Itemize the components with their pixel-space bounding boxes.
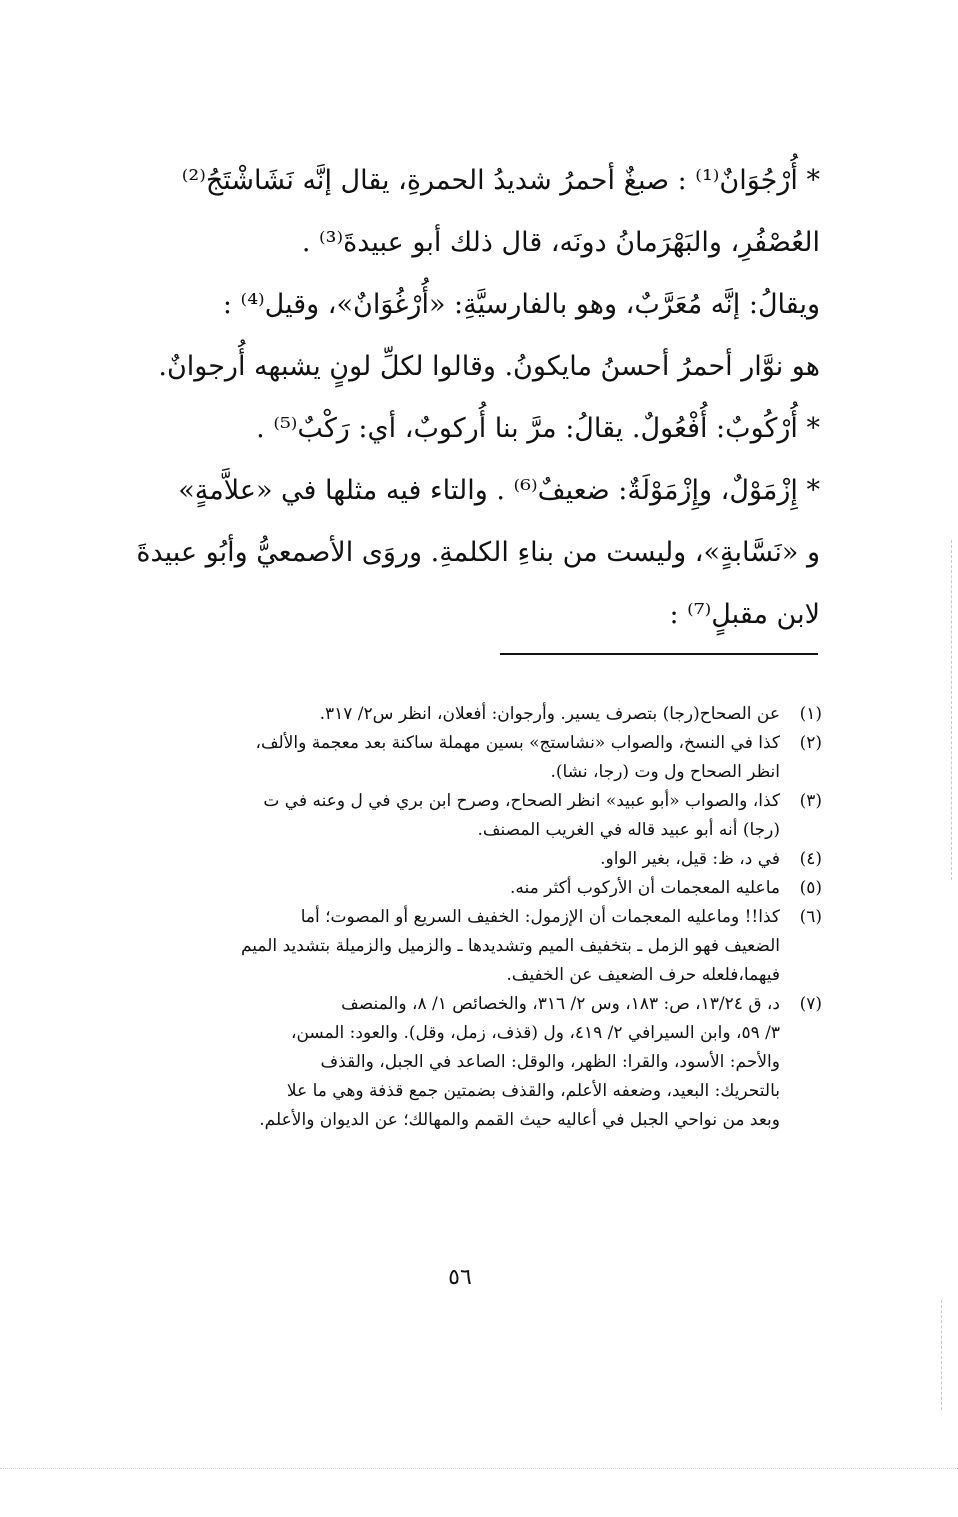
footnote-line: عن الصحاح(رجا) بتصرف يسير. وأرجوان: أفعلان، انظر س٢/ ٣١٧. [319, 704, 780, 724]
footnote-text [100, 845, 780, 874]
paragraph-izmawl [100, 460, 820, 646]
footnote-5 [100, 874, 822, 903]
footnote-4 [100, 845, 822, 874]
footnote-line: كذا، والصواب «أبو عبيد» انظر الصحاح، وصرح ابن بري في ل وعنه في ت [263, 791, 780, 811]
footnote-7 [100, 990, 822, 1135]
footnote-number: (٢) [799, 733, 822, 753]
footnote-line: وبعد من نواحي الجبل في أعاليه حيث القمم والمهالك؛ عن الديوان والأعلم. [259, 1110, 780, 1130]
footnote-line: كذا في النسخ، والصواب «نشاستج» بسين مهملة ساكنة بعد معجمة والألف، [255, 733, 780, 753]
footnote-line: فيهما،فلعله حرف الضعيف عن الخفيف. [506, 965, 780, 985]
text-line: و «نَسَّابةٍ»، وليست من بناءِ الكلمةِ. وروَى الأصمعيُّ وأبُو عبيدةَ [136, 537, 820, 568]
footnote-text [100, 903, 780, 990]
footnote-line: انظر الصحاح ول وت (رجا، نشا). [550, 762, 780, 782]
footnote-number: (٣) [799, 791, 822, 811]
footnote-number: (٤) [799, 849, 822, 869]
page-number: ٥٦ [448, 1265, 472, 1290]
footnote-line: بالتحريك: البعيد، وضعفه الأعلم، والقذف بضمتين جمع قذفة وهي ما علا [286, 1081, 780, 1101]
footnotes [100, 700, 822, 1135]
footnote-text [100, 700, 780, 729]
text-line: * إِزْمَوْلٌ، وإِزْمَوْلَةٌ: ضعيفٌ⁽⁶⁾ . والتاء فيه مثلها في «علاَّمةٍ» [178, 475, 820, 506]
footnote-text [100, 787, 780, 845]
text-line: ويقالُ: إنَّه مُعَرَّبٌ، وهو بالفارسيَّةِ: «أُرْغُوَانٌ»، وقيل⁽⁴⁾ : [222, 289, 820, 320]
footnote-number: (٧) [799, 994, 822, 1014]
footnote-line: (رجا) أنه أبو عبيد قاله في الغريب المصنف. [477, 820, 780, 840]
text-line: لابن مقبلٍ⁽⁷⁾ : [669, 599, 820, 630]
text-line: * أُرْجُوَانٌ⁽¹⁾ : صبغٌ أحمرُ شديدُ الحمرةِ، يقال إنَّه نَشَاشْتَجُ⁽²⁾ [181, 165, 820, 196]
text-line: هو نوَّار أحمرُ أحسنُ مايكونُ. وقالوا لكلِّ لونٍ يشبهه أُرجوانٌ. [158, 351, 820, 382]
footnote-line: كذا!! وماعليه المعجمات أن الإزمول: الخفيف السريع أو المصوت؛ أما [300, 907, 780, 927]
text-line: العُصْفُرِ، والبَهْرَمانُ دونَه، قال ذلك أبو عبيدةَ⁽³⁾ . [301, 227, 820, 258]
text-line: * أُرْكُوبٌ: أُفْعُولٌ. يقالُ: مرَّ بنا أُركوبٌ، أي: رَكْبٌ⁽⁵⁾ . [256, 413, 820, 444]
paragraph-urjuwan [100, 150, 820, 274]
footnote-6 [100, 903, 822, 990]
paragraph-muarrab [100, 274, 820, 398]
footnote-3 [100, 787, 822, 845]
footnote-text [100, 990, 780, 1135]
footnote-number: (١) [799, 704, 822, 724]
footnote-separator [500, 653, 818, 655]
footnote-number: (٦) [799, 907, 822, 927]
footnote-2 [100, 729, 822, 787]
main-text [100, 150, 820, 646]
scan-edge-mark [951, 540, 952, 880]
footnote-line: ماعليه المعجمات أن الأركوب أكثر منه. [509, 878, 780, 898]
footnote-line: ٣/ ٥٩، وابن السيرافي ٢/ ٤١٩، ول (قذف، زمل، وقل). والعود: المسن، [290, 1023, 780, 1043]
paragraph-urkub [100, 398, 820, 460]
footnote-line: د، ق ١٣/٢٤، ص: ١٨٣، وس ٢/ ٣١٦، والخصائص ١/ ٨، والمنصف [341, 994, 780, 1014]
footnote-text [100, 729, 780, 787]
footnote-line: والأحم: الأسود، والقرا: الظهر، والوقل: الصاعد في الجبل، والقذف [320, 1052, 780, 1072]
footnote-1 [100, 700, 822, 729]
scan-edge-mark [941, 1300, 942, 1410]
scan-bottom-edge [0, 1468, 958, 1469]
footnote-text [100, 874, 780, 903]
footnote-line: في د، ظ: قيل، بغير الواو. [600, 849, 780, 869]
footnote-line: الضعيف فهو الزمل ـ بتخفيف الميم وتشديدها ـ والزميل والزميلة بتشديد الميم [240, 936, 780, 956]
footnote-number: (٥) [799, 878, 822, 898]
